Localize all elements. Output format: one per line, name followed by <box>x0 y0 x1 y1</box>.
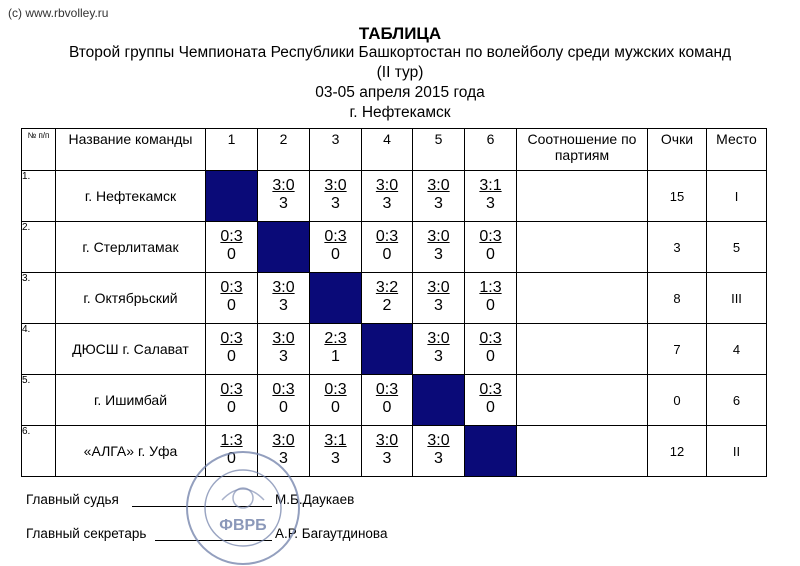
set-score: 3:2 <box>375 279 399 296</box>
round-label: (II тур) <box>376 64 424 81</box>
header-points: Очки <box>648 129 707 171</box>
match-result-cell <box>362 222 413 273</box>
set-score: 1:3 <box>479 279 502 296</box>
set-score: 0:3 <box>375 228 399 245</box>
set-score: 1:3 <box>220 432 243 449</box>
match-points: 3 <box>331 450 340 467</box>
set-score: 0:3 <box>220 279 243 296</box>
match-result-cell <box>258 171 310 222</box>
match-result-cell <box>413 324 465 375</box>
match-points: 3 <box>434 246 443 263</box>
row-number: 5. <box>22 375 56 426</box>
match-result-cell <box>362 375 413 426</box>
match-points: 3 <box>434 450 443 467</box>
set-ratio-cell <box>517 273 648 324</box>
set-score: 3:0 <box>324 177 347 194</box>
table-row <box>22 273 767 324</box>
match-result-cell <box>310 324 362 375</box>
match-points: 0 <box>227 246 236 263</box>
match-points: 3 <box>434 297 443 314</box>
match-points: 1 <box>331 348 340 365</box>
match-result-cell <box>206 324 258 375</box>
set-score: 3:0 <box>272 432 295 449</box>
match-points: 0 <box>331 399 340 416</box>
match-points: 0 <box>382 399 392 416</box>
match-points: 0 <box>227 399 236 416</box>
match-points: 3 <box>382 195 392 212</box>
set-score: 0:3 <box>375 381 399 398</box>
match-result-cell <box>258 375 310 426</box>
secretary-name: А.Р. Багаутдинова <box>275 526 388 541</box>
set-score: 0:3 <box>479 228 502 245</box>
standings-table <box>21 128 767 477</box>
row-number: 4. <box>22 324 56 375</box>
page-title: ТАБЛИЦА <box>358 24 442 43</box>
match-points: 3 <box>434 195 443 212</box>
place-cell: II <box>707 426 767 477</box>
set-score: 3:0 <box>427 228 450 245</box>
match-points: 0 <box>279 399 288 416</box>
points-cell: 0 <box>648 375 707 426</box>
header-col-3: 3 <box>310 129 362 171</box>
diagonal-cell <box>362 324 413 375</box>
place-cell: 6 <box>707 375 767 426</box>
match-result-cell <box>206 222 258 273</box>
team-name: г. Октябрьский <box>56 273 206 324</box>
row-number: 1. <box>22 171 56 222</box>
match-result-cell <box>310 171 362 222</box>
set-score: 3:0 <box>427 177 450 194</box>
table-row <box>22 324 767 375</box>
team-name: г. Нефтекамск <box>56 171 206 222</box>
match-points: 0 <box>227 297 236 314</box>
points-cell: 15 <box>648 171 707 222</box>
match-result-cell <box>465 171 517 222</box>
match-result-cell <box>362 273 413 324</box>
table-row <box>22 222 767 273</box>
set-score: 0:3 <box>479 330 502 347</box>
set-score: 3:0 <box>427 330 450 347</box>
match-points: 3 <box>279 297 288 314</box>
diagonal-cell <box>465 426 517 477</box>
set-score: 0:3 <box>479 381 502 398</box>
match-result-cell <box>465 273 517 324</box>
table-row <box>22 426 767 477</box>
match-result-cell <box>310 222 362 273</box>
match-result-cell <box>465 324 517 375</box>
match-result-cell <box>362 426 413 477</box>
match-points: 0 <box>486 348 495 365</box>
set-ratio-cell <box>517 426 648 477</box>
set-score: 3:0 <box>272 330 295 347</box>
dates-label: 03-05 апреля 2015 года <box>315 84 485 101</box>
header-place: Место <box>707 129 767 171</box>
points-cell: 8 <box>648 273 707 324</box>
match-result-cell <box>413 171 465 222</box>
team-name: ДЮСШ г. Салават <box>56 324 206 375</box>
points-cell: 7 <box>648 324 707 375</box>
set-score: 0:3 <box>324 228 347 245</box>
table-row <box>22 171 767 222</box>
set-score: 3:0 <box>375 432 399 449</box>
header-team-name: Название команды <box>56 129 206 171</box>
place-cell: I <box>707 171 767 222</box>
match-points: 3 <box>279 195 288 212</box>
match-points: 0 <box>486 399 495 416</box>
match-points: 2 <box>382 297 392 314</box>
diagonal-cell <box>206 171 258 222</box>
set-ratio-cell <box>517 222 648 273</box>
match-points: 3 <box>279 450 288 467</box>
set-score: 0:3 <box>220 228 243 245</box>
match-points: 3 <box>486 195 495 212</box>
match-points: 3 <box>279 348 288 365</box>
row-number: 2. <box>22 222 56 273</box>
team-name: г. Стерлитамак <box>56 222 206 273</box>
match-points: 3 <box>434 348 443 365</box>
match-result-cell <box>258 324 310 375</box>
match-result-cell <box>465 222 517 273</box>
set-score: 3:1 <box>324 432 347 449</box>
place-cell: 4 <box>707 324 767 375</box>
team-name: «АЛГА» г. Уфа <box>56 426 206 477</box>
set-score: 3:0 <box>427 279 450 296</box>
set-score: 0:3 <box>220 330 243 347</box>
diagonal-cell <box>413 375 465 426</box>
match-points: 0 <box>227 450 236 467</box>
match-result-cell <box>310 375 362 426</box>
judge-label: Главный судья <box>26 492 119 507</box>
match-result-cell <box>206 273 258 324</box>
city-label: г. Нефтекамск <box>349 104 451 121</box>
match-points: 0 <box>331 246 340 263</box>
set-score: 0:3 <box>220 381 243 398</box>
set-score: 2:3 <box>324 330 347 347</box>
diagonal-cell <box>310 273 362 324</box>
place-cell: III <box>707 273 767 324</box>
match-result-cell <box>413 222 465 273</box>
table-header-row <box>22 129 767 171</box>
row-number: 6. <box>22 426 56 477</box>
match-result-cell <box>465 375 517 426</box>
match-points: 0 <box>382 246 392 263</box>
set-score: 3:0 <box>375 177 399 194</box>
team-name: г. Ишимбай <box>56 375 206 426</box>
diagonal-cell <box>258 222 310 273</box>
stamp-seal <box>182 448 304 566</box>
match-points: 0 <box>486 246 495 263</box>
page-subtitle: Второй группы Чемпионата Республики Башкортостан по волейболу среди мужских команд <box>68 44 732 61</box>
header-set-ratio: Соотношение по партиям <box>517 129 648 171</box>
place-cell: 5 <box>707 222 767 273</box>
judge-name: М.Б.Даукаев <box>275 492 355 507</box>
secretary-label: Главный секретарь <box>26 526 147 541</box>
match-points: 0 <box>486 297 495 314</box>
match-result-cell <box>310 426 362 477</box>
header-col-1: 1 <box>206 129 258 171</box>
points-cell: 12 <box>648 426 707 477</box>
row-number: 3. <box>22 273 56 324</box>
header-col-4: 4 <box>362 129 413 171</box>
watermark: (c) www.rbvolley.ru <box>8 6 109 20</box>
set-score: 0:3 <box>324 381 347 398</box>
match-points: 0 <box>227 348 236 365</box>
match-result-cell <box>413 426 465 477</box>
set-ratio-cell <box>517 324 648 375</box>
set-score: 0:3 <box>272 381 295 398</box>
match-result-cell <box>206 375 258 426</box>
svg-text:ФВРБ: ФВРБ <box>219 517 267 534</box>
set-score: 3:0 <box>272 177 295 194</box>
header-col-2: 2 <box>258 129 310 171</box>
match-result-cell <box>362 171 413 222</box>
table-row <box>22 375 767 426</box>
match-result-cell <box>258 273 310 324</box>
set-score: 3:0 <box>272 279 295 296</box>
set-ratio-cell <box>517 375 648 426</box>
match-result-cell <box>413 273 465 324</box>
header-col-6: 6 <box>465 129 517 171</box>
match-points: 3 <box>382 450 392 467</box>
set-score: 3:0 <box>427 432 450 449</box>
match-points: 3 <box>331 195 340 212</box>
set-score: 3:1 <box>479 177 502 194</box>
header-col-5: 5 <box>413 129 465 171</box>
set-ratio-cell <box>517 171 648 222</box>
points-cell: 3 <box>648 222 707 273</box>
header-num: № п/п <box>22 129 56 171</box>
